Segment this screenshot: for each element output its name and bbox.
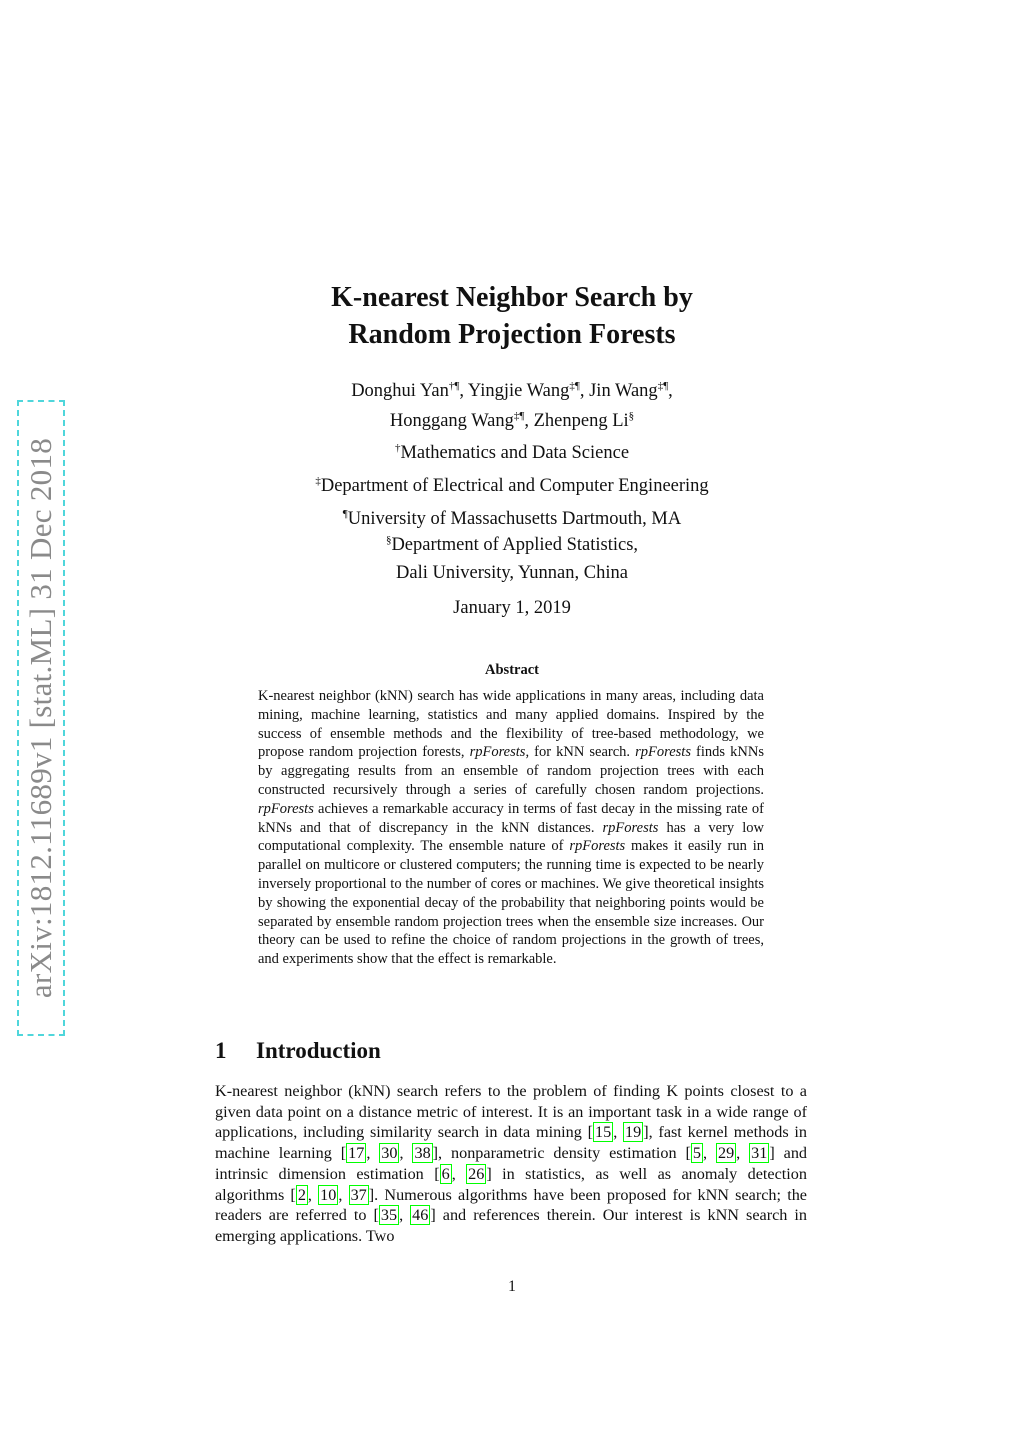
body-text: , bbox=[702, 1144, 716, 1163]
abstract-text: finds kNNs by aggregating results from an ensemble of random projection trees with each constructed recursively through a series of carefully chosen random projections. bbox=[258, 744, 764, 798]
abstract-body bbox=[258, 687, 764, 969]
section-heading bbox=[215, 1038, 381, 1064]
affiliation-text: Mathematics and Data Science bbox=[400, 443, 630, 464]
citation-link[interactable]: 29 bbox=[717, 1144, 735, 1163]
affiliations-group-1 bbox=[0, 434, 1024, 533]
citation-link[interactable]: 30 bbox=[381, 1144, 398, 1163]
body-text: ] and intrinsic dimension estimation [ bbox=[215, 1144, 808, 1183]
abstract-text: , for kNN search. bbox=[525, 744, 636, 761]
author-list bbox=[0, 374, 1024, 434]
body-text: , bbox=[399, 1206, 411, 1225]
affiliation-line bbox=[0, 467, 1024, 500]
body-text: , bbox=[399, 1144, 413, 1163]
method-name: rpForests bbox=[258, 800, 314, 817]
method-name: rpForests bbox=[569, 838, 626, 855]
citation-link[interactable]: 19 bbox=[625, 1123, 642, 1142]
abstract-text: makes it easily run in parallel on multicore or clustered computers; the running time is expected to be nearly inversely proportional to the number of cores or machines. We give theoretical insights by showing the exponential decay of the probability that neighboring points would be separated by ensemble random projection trees when the ensemble size increases. Our theory can be used to refine the choice of random projections in the growth of trees, and experiments show that the effect is remarkable. bbox=[258, 838, 765, 968]
affiliation-text: University of Massachusetts Dartmouth, MA bbox=[347, 509, 682, 530]
author-line-1: Donghui Yan†¶, Yingjie Wang‡¶, Jin Wang‡¶, bbox=[351, 380, 673, 402]
body-text: ] in statistics, as well as anomaly detection algorithms [ bbox=[215, 1164, 807, 1204]
affiliation-text: Department of Applied Statistics, bbox=[391, 535, 639, 556]
affiliation-line: Dali University, Yunnan, China bbox=[396, 563, 628, 584]
citation-link[interactable]: 2 bbox=[297, 1185, 306, 1204]
citation-link[interactable]: 15 bbox=[595, 1123, 612, 1142]
method-name: rpForests bbox=[635, 744, 691, 761]
author-name: Donghui Yan bbox=[351, 381, 449, 402]
citation-link[interactable]: 31 bbox=[751, 1144, 768, 1163]
abstract-text: K-nearest neighbor (kNN) search has wide applications in many areas, including data mining, machine learning, statistics and many applied domains. Inspired by the success of ensemble methods and the flexibility of tree-based methodology, we propose random projection forests, bbox=[258, 688, 764, 761]
author-affiliation-mark: § bbox=[628, 410, 635, 423]
author-line-2: Honggang Wang‡¶, Zhenpeng Li§ bbox=[389, 410, 635, 432]
author-name: Jin Wang bbox=[589, 381, 658, 402]
citation-link[interactable]: 10 bbox=[320, 1185, 337, 1204]
citation-link[interactable]: 6 bbox=[441, 1164, 450, 1183]
author-affiliation-mark: ‡¶ bbox=[569, 380, 580, 392]
citation-link[interactable]: 17 bbox=[348, 1144, 365, 1163]
citation-link[interactable]: 38 bbox=[414, 1144, 431, 1163]
method-name: rpForests bbox=[602, 819, 659, 836]
arxiv-identifier: arXiv:1812.11689v1 [stat.ML] 31 Dec 2018 bbox=[23, 437, 58, 999]
author-name: Honggang Wang bbox=[389, 411, 514, 432]
body-text: ], nonparametric density estimation [ bbox=[432, 1144, 691, 1163]
body-text: K-nearest neighbor (kNN) search refers to the problem of finding K points closest to a given data point on a distance metric of interest. It is an important task in a wide range of applications, including similarity search in data mining [ bbox=[215, 1082, 807, 1142]
author-affiliation-mark: ‡¶ bbox=[657, 380, 669, 392]
body-text: ]. Numerous algorithms have been proposed for kNN search; the readers are referred to [ bbox=[215, 1185, 807, 1225]
method-name: rpForests bbox=[469, 744, 526, 761]
section-number: 1 bbox=[215, 1038, 227, 1063]
abstract-text: has a very low computational complexity. The ensemble nature of bbox=[258, 819, 764, 855]
abstract-heading: Abstract bbox=[485, 662, 539, 678]
author-name: Yingjie Wang bbox=[467, 381, 570, 402]
author-name: Zhenpeng Li bbox=[533, 411, 629, 432]
abstract-text: achieves a remarkable accuracy in terms of fast decay in the missing rate of kNNs and that of discrepancy in the kNN distances. bbox=[258, 800, 764, 836]
affiliation-line bbox=[0, 526, 1024, 559]
author-affiliation-mark: †¶ bbox=[448, 380, 460, 392]
body-text: , bbox=[307, 1185, 319, 1204]
affiliation-mark: ¶ bbox=[342, 508, 348, 521]
paper-title bbox=[0, 279, 1024, 353]
citation-link[interactable]: 46 bbox=[412, 1206, 429, 1225]
title-line-2: Random Projection Forests bbox=[348, 319, 676, 350]
body-text: , bbox=[736, 1144, 750, 1163]
citation-link[interactable]: 26 bbox=[468, 1164, 485, 1183]
body-text: , bbox=[451, 1164, 467, 1183]
page-number: 1 bbox=[508, 1278, 516, 1295]
affiliation-mark: ‡ bbox=[315, 475, 321, 488]
citation-link[interactable]: 35 bbox=[380, 1206, 398, 1225]
citation-link[interactable]: 37 bbox=[350, 1185, 367, 1204]
affiliation-line bbox=[0, 434, 1024, 467]
citation-link[interactable]: 5 bbox=[692, 1144, 701, 1163]
introduction-paragraph bbox=[215, 1081, 807, 1247]
title-line-1: K-nearest Neighbor Search by bbox=[331, 282, 693, 313]
affiliation-text: Department of Electrical and Computer Engineering bbox=[320, 476, 709, 497]
section-title: Introduction bbox=[256, 1038, 381, 1063]
affiliation-mark: § bbox=[385, 534, 392, 546]
body-text: ] and references therein. Our interest is kNN search in emerging applications. Two bbox=[215, 1206, 808, 1245]
body-text: , bbox=[613, 1123, 624, 1142]
affiliation-mark: † bbox=[394, 442, 401, 454]
body-text: , bbox=[366, 1144, 380, 1163]
publication-date: January 1, 2019 bbox=[453, 598, 571, 618]
affiliations-group-2 bbox=[0, 526, 1024, 587]
body-text: , bbox=[338, 1185, 349, 1204]
author-affiliation-mark: ‡¶ bbox=[513, 410, 525, 423]
body-text: ], fast kernel methods in machine learning [ bbox=[215, 1123, 808, 1163]
